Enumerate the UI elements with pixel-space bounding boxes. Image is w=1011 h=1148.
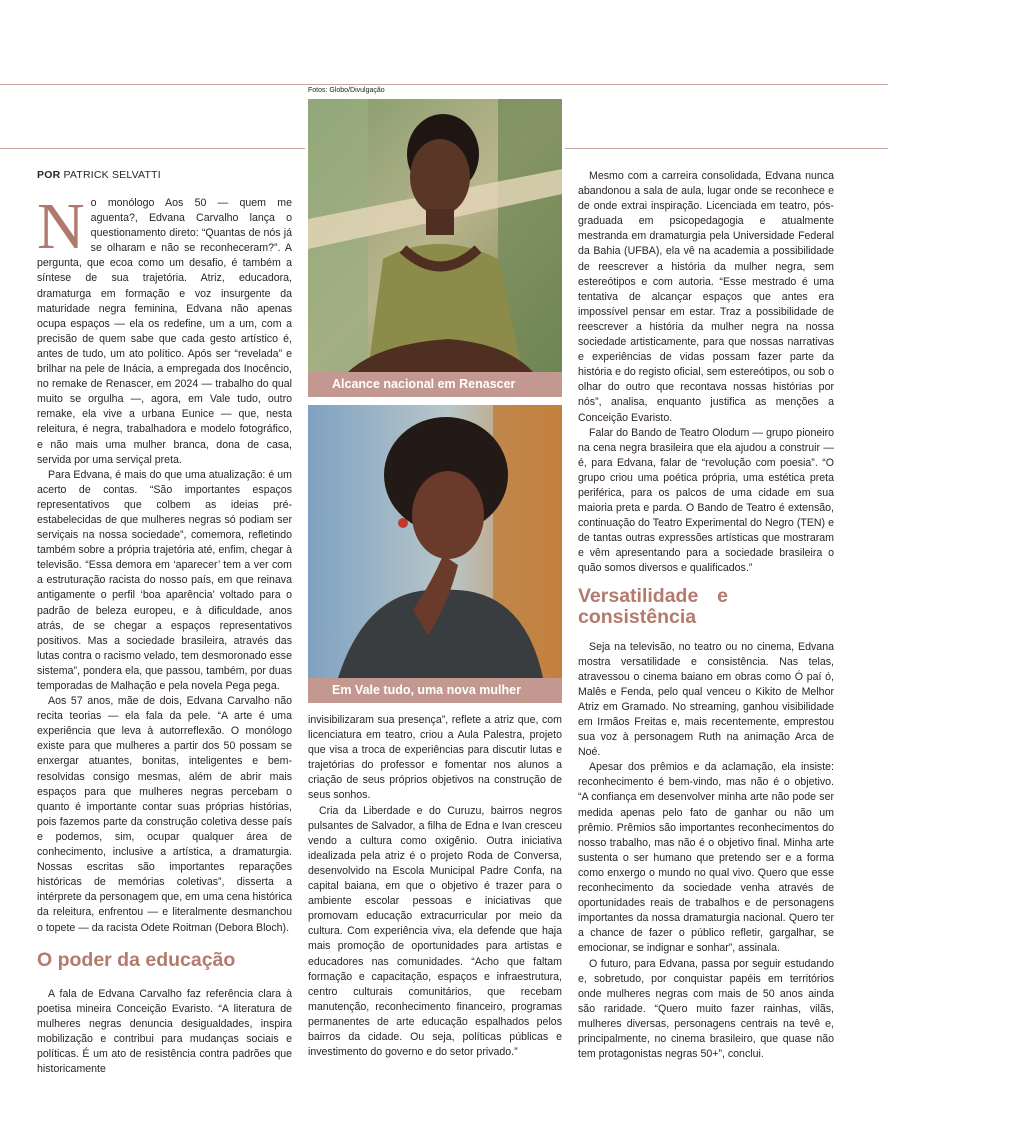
paragraph: Seja na televisão, no teatro ou no cinema, Edvana mostra versatilidade e consistência. Nas telas, atravessou o cinema baiano em obras como Ó paí ó, Malês e Fenda, pelo qual venceu o Kikito de Melhor Atriz em Gramado. No streaming, ganhou visibilidade em Irmãos Freitas e, mais recentemente, emprestou sua voz à personagem Ruth na animação Arca de Noé. (578, 640, 834, 759)
photo-vale-tudo (308, 405, 562, 678)
top-rule (0, 84, 888, 85)
byline (37, 169, 161, 181)
caption-renascer: Alcance nacional em Renascer (308, 372, 562, 397)
paragraph: Aos 57 anos, mãe de dois, Edvana Carvalho não recita teorias — ela fala da pele. “A arte é uma experiência que leva à autorreflexão. O monólogo existe para que mulheres a partir dos 50 possam se enxergar atuantes, bonitas, inteligentes e bem-resolvidas consigo mesmas, além de abrir mais espaços para que mulheres negras percebam o quanto é importante contar suas próprias histórias, pois fazemos parte da construção coletiva desse país e podemos, sim, ocupar qualquer área de conhecimento, inclusive a artística, a dramaturgia. Nossas escritas são importantes reparações históricas de memórias coletivas”, disserta a intérprete da personagem que, em uma cena histórica da releitura, enfrentou — e literalmente desmanchou o topete — da racista Odete Roitman (Debora Bloch). (37, 695, 292, 934)
portrait-indoor-image (308, 405, 562, 678)
paragraph: invisibilizaram sua presença”, reflete a atriz que, com licenciatura em teatro, criou a Aula Palestra, projeto que visa a troca de experiências para discutir lutas e trajetórias do professor e fomentar nos alunos a criação de seus próprios objetivos na construção de seus sonhos. (308, 714, 562, 802)
paragraph: Cria da Liberdade e do Curuzu, bairros negros pulsantes de Salvador, a filha de Edna e Ivan cresceu vendo a cultura como oxigênio. Outra iniciativa idealizada pela atriz é o projeto Roda de Conversa, desenvolvido na Escola Municipal Padre Confa, na capital baiana, em que o objetivo é trazer para o ambiente escolar pessoas e iniciativas que promovam educação extracurricular por meio da cultura. Com experiência viva, ela defende que haja mais promoção de oportunidades para artistas e educadores nas comunidades. “Acho que faltam formação e capacitação, espaços e infraestrutura, centro culturais comunitários, que recebam manutenção, reconhecimento financeiro, programas permanentes de arte educação espalhados pelos bairros da cidade. Ou seja, políticas públicas e investimento do governo e do setor privado.” (308, 804, 562, 1059)
caption-vale-tudo: Em Vale tudo, uma nova mulher (308, 678, 562, 703)
intro-paragraph: o monólogo Aos 50 — quem me aguenta?, Edvana Carvalho lança o questionamento direto: “Quantas de nós já se olharam e não se reconheceram?”. A pergunta, que ecoa como um desafio, é também a síntese de sua trajetória. Atriz, educadora, dramaturga em formação e voz insurgente da maturidade negra feminina, Edvana não apenas ocupa espaços — ela os redefine, um a um, com a precisão de quem sabe que cada gesto artístico é, antes de tudo, um ato político. Após ser “revelada” e brilhar na pele de Inácia, a empregada dos Inocêncio, no remake de Renascer, em 2024 — trabalho do qual muito se orgulha —, agora, em Vale tudo, outro remake, ela vive a urbana Eunice — que, nesta releitura, é negra, trabalhadora e modelo fotográfico, e não mais uma mulher branca, dona de casa, servida por uma serviçal preta. (37, 197, 292, 466)
paragraph: Falar do Bando de Teatro Olodum — grupo pioneiro na cena negra brasileira que ela ajudou a construir — é, para Edvana, falar de “revolução com poesia”. “O grupo criou uma poética própria, uma estética preta periférica, para os palcos de uma cidade em sua maioria preta e parda. O Bando de Teatro é extensão, continuação do Teatro Experimental do Negro (TEN) e de tantas outras expressões artísticas que mostraram e vêm apresentando para a sociedade brasileira o quão somos diversos e qualificados.” (578, 426, 834, 575)
right-column-top-rule (565, 148, 888, 149)
column-2 (308, 713, 562, 1060)
paragraph: Mesmo com a carreira consolidada, Edvana nunca abandonou a sala de aula, lugar onde se reconhece e de onde extrai inspiração. Licenciada em teatro, pós-graduada em psicopedagogia e atualmente mestranda em dramaturgia pela Universidade Federal da Bahia (UFBA), ela vê na academia a possibilidade de reescrever a história da mulher negra, sem estereótipos e com autoria. “Esse mestrado é uma tentativa de alcançar espaços que antes era impossível pensar em estar. Traz a possibilidade de reescrever a história da mulher negra na nossa sociedade artisticamente, para que nossas narrativas e experiências de vidas possam fazer parte da história e do registo oficial, sem estereótipos, ou sob o olhar do outro que recontava nossas histórias por nós”, analisa, enquanto justifica as menções a Conceição Evaristo. (578, 170, 834, 424)
column-1-top (37, 190, 292, 1077)
section-heading-education: O poder da educação (37, 948, 236, 971)
section-heading-versatility: Versatilidade e consistência (578, 584, 728, 628)
byline-prefix: POR (37, 169, 61, 181)
paragraph: O futuro, para Edvana, passa por seguir estudando e, sobretudo, por conquistar papéis em territórios onde mulheres negras com mais de 50 anos ainda são raridade. “Quero muito fazer rainhas, vilãs, mulheres diversas, personagens centrais na tevê e, principalmente, no cinema brasileiro, que quase não tem protagonistas negras 50+”, conclui. (578, 957, 834, 1061)
byline-author: PATRICK SELVATTI (63, 169, 161, 181)
left-column-top-rule (0, 148, 305, 149)
paragraph: Para Edvana, é mais do que uma atualização: é um acerto de contas. “São importantes espaços representativos que colbem as ideias pré-estabelecidas de que mulheres negras só podiam ser serviçais na nossa sociedade”, comemora, refletindo também sobre a própria trajetória até, enfim, chegar à televisão. “Essa demora em ‘aparecer’ tem a ver com a estruturação racista do nosso país, em que reinava antigamente o perfil ‘boa aparência’ voltado para o padrão de beleza europeu, e à dificuldade, anos atrás, de se chegar a espaços representativos positivos. Mas a sociedade brasileira, através das lutas contra o racismo velado, tem desmoronado esse sistema”, pondera ela, que passou, também, por duas temporadas de Malhação e pela novela Pega pega. (37, 468, 292, 692)
dropcap: N (37, 190, 85, 263)
paragraph: Apesar dos prêmios e da aclamação, ela insiste: reconhecimento é bem-vindo, mas não é o objetivo. “A confiança em desenvolver minha arte não pode ser medida apenas pelo fato de ganhar ou não um prêmio. Prêmios são importantes reconhecimentos do nosso trabalho, mas não é o objetivo final. Minha arte sustenta o ser humano que pretendo ser e a forma como enxergo o mundo no qual vivo. Quero que esse reconhecimento da sociedade venha através de oportunidades reais de trabalhos e de personagens importantes da nossa dramaturgia nacional. Quero ter a chance de fazer o público refletir, gargalhar, se emocionar, se indignar e sonhar”, assinala. (578, 761, 834, 955)
paragraph: A fala de Edvana Carvalho faz referência clara à poetisa mineira Conceição Evaristo. “A literatura de mulheres negras denuncia desigualdades, inspira mobilização e contribui para mudanças sociais e políticas. É um ato de resistência contra padrões que historicamente (37, 987, 292, 1076)
photo-credit: Fotos: Globo/Divulgação (308, 87, 385, 94)
portrait-outdoor-image (308, 99, 562, 372)
column-3 (578, 169, 834, 1062)
photo-renascer (308, 99, 562, 372)
